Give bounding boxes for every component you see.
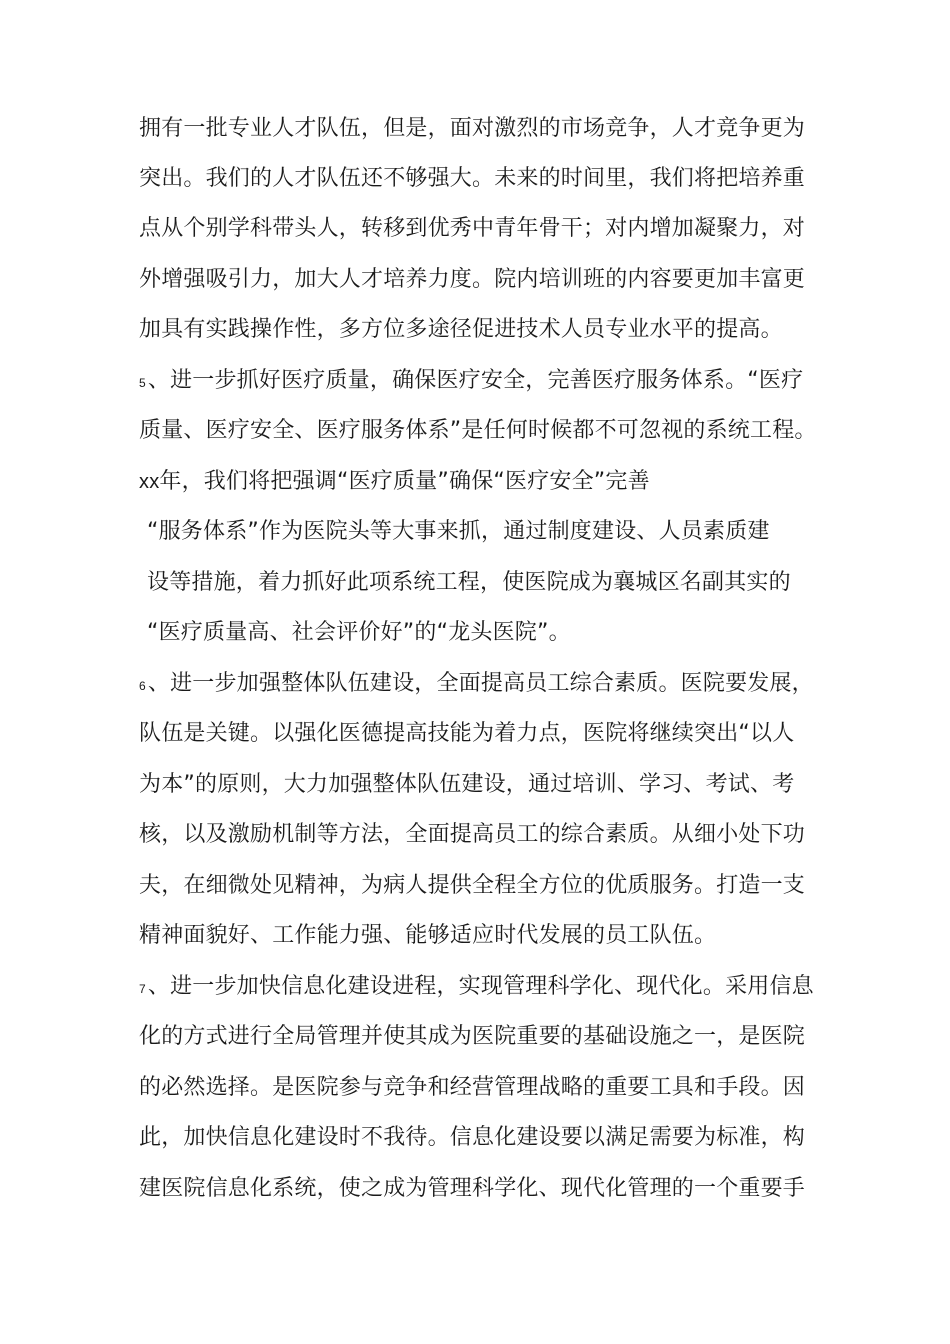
item-number-5: 5: [139, 376, 146, 390]
item-5-line-1: 5、进一步抓好医疗质量，确保医疗安全，完善医疗服务体系。“医疗: [139, 368, 804, 393]
text-line-7: 质量、医疗安全、医疗服务体系”是任何时候都不可忽视的系统工程。: [139, 418, 817, 443]
text-line-5: 加具有实践操作性，多方位多途径促进技术人员专业水平的提高。: [139, 317, 783, 342]
text-line-9: “服务体系”作为医院头等大事来抓，通过制度建设、人员素质建: [147, 519, 770, 544]
text-line-10: 设等措施，着力抓好此项系统工程，使医院成为襄城区名副其实的: [147, 570, 791, 595]
text-line-4: 外增强吸引力，加大人才培养力度。院内培训班的内容要更加丰富更: [139, 267, 806, 292]
text-line-20: 的必然选择。是医院参与竞争和经营管理战略的重要工具和手段。因: [139, 1075, 806, 1100]
text-line-21: 此，加快信息化建设时不我待。信息化建设要以满足需要为标准，构: [139, 1125, 806, 1150]
year-prefix: xx: [139, 471, 160, 493]
text-line-11: “医疗质量高、社会评价好”的“龙头医院”。: [147, 620, 571, 645]
item-6-line-1: 6、进一步加强整体队伍建设，全面提高员工综合素质。医院要发展，: [139, 671, 814, 696]
text-line-22: 建医院信息化系统，使之成为管理科学化、现代化管理的一个重要手: [139, 1176, 806, 1201]
text-line-16: 夫，在细微处见精神，为病人提供全程全方位的优质服务。打造一支: [139, 873, 806, 898]
item-number-6: 6: [139, 679, 146, 693]
text-line-14: 为本”的原则，大力加强整体队伍建设，通过培训、学习、考试、考: [139, 772, 795, 797]
text-line-15: 核，以及激励机制等方法，全面提高员工的综合素质。从细小处下功: [139, 822, 806, 847]
item-number-7: 7: [139, 982, 146, 996]
text-line-17: 精神面貌好、工作能力强、能够适应时代发展的员工队伍。: [139, 923, 717, 948]
text-line-3: 点从个别学科带头人，转移到优秀中青年骨干；对内增加凝聚力，对: [139, 216, 806, 241]
text-line-1: 拥有一批专业人才队伍，但是，面对激烈的市场竞争，人才竞争更为: [139, 116, 806, 141]
text-line-19: 化的方式进行全局管理并使其成为医院重要的基础设施之一，是医院: [139, 1024, 806, 1049]
text-line-8: xx年，我们将把强调“医疗质量”确保“医疗安全”完善: [139, 469, 650, 494]
text-line-2: 突出。我们的人才队伍还不够强大。未来的时间里，我们将把培养重: [139, 166, 806, 191]
item-7-line-1: 7、进一步加快信息化建设进程，实现管理科学化、现代化。采用信息: [139, 974, 814, 999]
text-line-13: 队伍是关键。以强化医德提高技能为着力点，医院将继续突出“以人: [139, 721, 795, 746]
